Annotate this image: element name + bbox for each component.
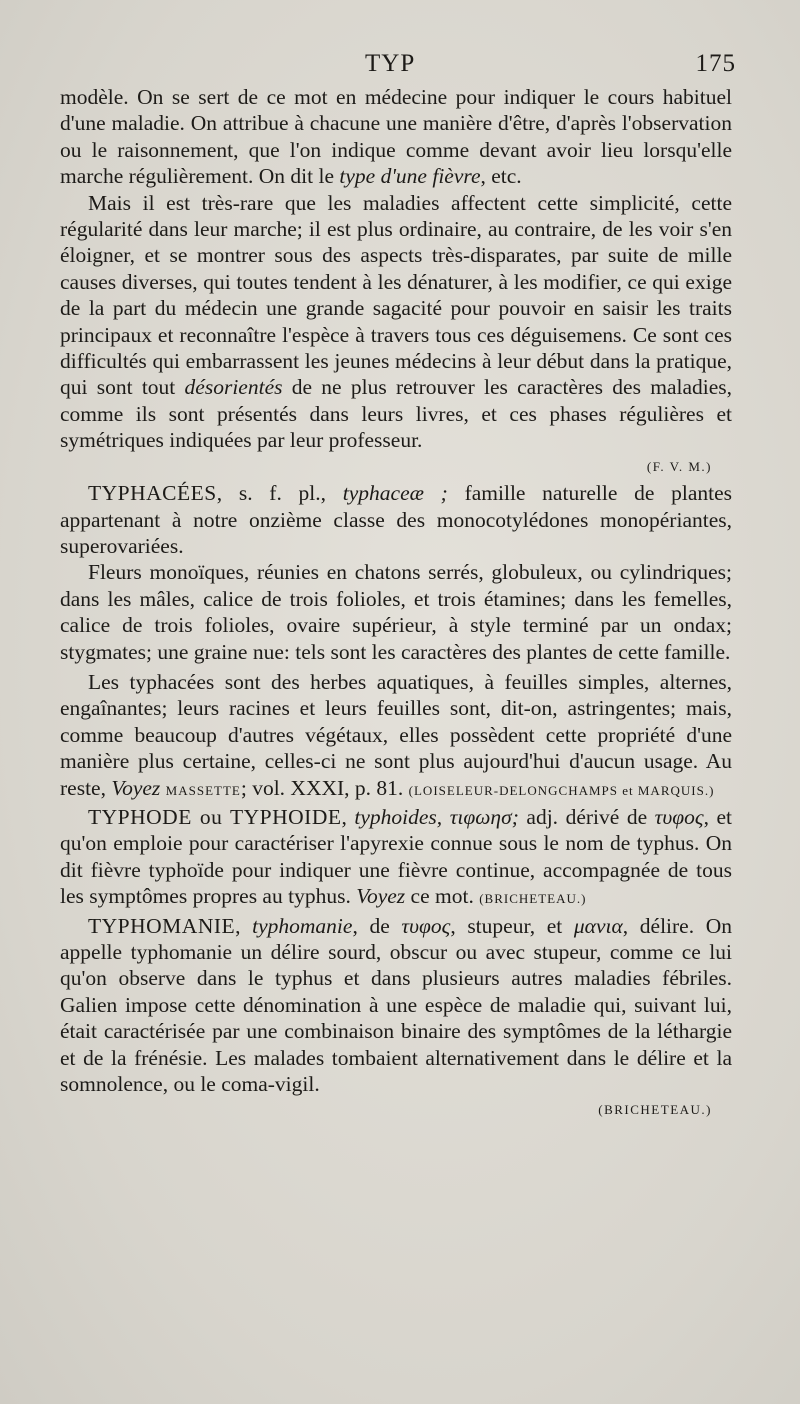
entry-text: , s. f. pl., [216, 481, 327, 506]
page-number: 175 [695, 50, 736, 77]
paragraph-flowers: Fleurs monoïques, réunies en chatons serrés, globuleux, ou cylindriques; dans les mâles, calice de trois folioles, et trois étamines; dans les femelles, calice de trois folioles, ovaire supérieur, à style terminé par un ondax; stygmates; une graine nue: tels sont les caractères des plantes de cette famille. [60, 560, 732, 664]
greek-term: τυφος [654, 804, 704, 829]
author-signature: (BRICHETEAU.) [598, 1102, 712, 1118]
latin-greek-term: typhoides, τιφωησ; [354, 804, 519, 829]
paragraph-text: ; vol. XXXI, p. 81. [240, 775, 404, 800]
cross-reference: Voyez [356, 884, 406, 909]
running-header [60, 50, 740, 80]
entry-text: ce mot. [410, 884, 474, 909]
entry-text: , [341, 804, 347, 829]
paragraph-text: Mais il est très-rare que les maladies affectent cette simplicité, cette régularité dans leur marche; il est plus ordinaire, au contraire, de les voir s'en éloigner, et se montrer sous des aspects très-disparates, par suite de mille causes diverses, qui toutes tendent à les dénaturer, à les modifier, ce qui exige de la part du médecin une grande sagacité pour pouvoir en saisir les traits principaux et reconnaître l'espèce à travers tous ces déguisemens. Ce sont ces difficultés qui embarrassent les jeunes médecins à leur début dans la pratique, qui sont tout [60, 190, 732, 400]
paragraph-text: de ne plus retrouver les caractères des maladies, comme ils sont présentés dans leurs livres, et ces phases régulières et symétriques indiquées par leur professeur. [60, 375, 733, 453]
entry-text: , de [352, 913, 390, 938]
paragraph-type-irregularity [60, 190, 732, 454]
author-signature: (BRICHETEAU.) [479, 891, 587, 907]
paragraph-type-definition [60, 84, 732, 190]
italic-word: désorientés [184, 375, 283, 400]
paragraph-text: Les typhacées sont des herbes aquatiques, à feuilles simples, alternes, engaînantes; leurs racines et leurs feuilles sont, dit-on, astringentes; mais, comme beaucoup d'autres végétaux, elles possèdent cette propriété d'une manière plus certaine, celles-ci ne sont plus aujourd'hui d'aucun usage. Au reste, [60, 669, 732, 800]
entry-text: , [235, 913, 241, 938]
entry-headword: TYPHOMANIE [88, 913, 236, 938]
paragraph-text: modèle. On se sert de ce mot en médecine pour indiquer le cours habituel d'une maladie. On attribue à chacune une manière d'être, d'après l'observation ou le raisonnement, que l'on indique comme devant avoir lieu lorsqu'elle marche régulièrement. On dit le [60, 85, 732, 189]
entry-text: adj. dérivé de [526, 804, 648, 829]
running-title: TYP [365, 50, 416, 77]
paragraph-typhacees-uses [60, 669, 732, 804]
paragraph-text: , etc. [480, 164, 522, 189]
entry-headword: TYPHODE ou TYPHOIDE [88, 804, 342, 829]
greek-term: τυφος [401, 913, 451, 938]
latin-term: typhaceæ ; [342, 481, 448, 506]
entry-text: , et qu'on emploie pour caractériser l'apyrexie connue sous le nom de typhus. On dit fièvre typhoïde pour indiquer une fièvre continue, accompagnée de tous les symptômes propres au typhus. [60, 804, 733, 909]
entry-typhacees [60, 480, 732, 559]
italic-term: typhomanie [252, 913, 353, 938]
entry-text: , stupeur, et [450, 913, 563, 938]
greek-term: μανια [573, 913, 623, 938]
author-signature: (F. V. M.) [646, 458, 712, 474]
entry-headword: TYPHACÉES [88, 481, 217, 506]
cross-reference: Voyez [111, 775, 161, 800]
entry-text: famille naturelle de plantes appartenant à notre onzième classe des monocotylédones monopériantes, superovariées. [60, 481, 733, 558]
entry-typhomanie [60, 913, 732, 1098]
page-body [60, 84, 732, 1124]
entry-typhode [60, 804, 732, 913]
author-signature: (LOISELEUR-DELONGCHAMPS et MARQUIS.) [408, 782, 715, 798]
cross-reference-target: MASSETTE [165, 782, 241, 798]
entry-text: , délire. On appelle typhomanie un délire sourd, obscur ou avec stupeur, comme ce lui qu'on observe dans le typhus et dans plusieurs autres maladies fébriles. Galien impose cette dénomination à une espèce de maladie qui, suivant lui, était caractérisée par une combinaison binaire des symptômes de la léthargie et de la frénésie. Les malades tombaient alternativement dans le délire et la somnolence, ou le coma-vigil. [60, 913, 732, 1097]
italic-phrase: type d'une fièvre [339, 164, 481, 189]
